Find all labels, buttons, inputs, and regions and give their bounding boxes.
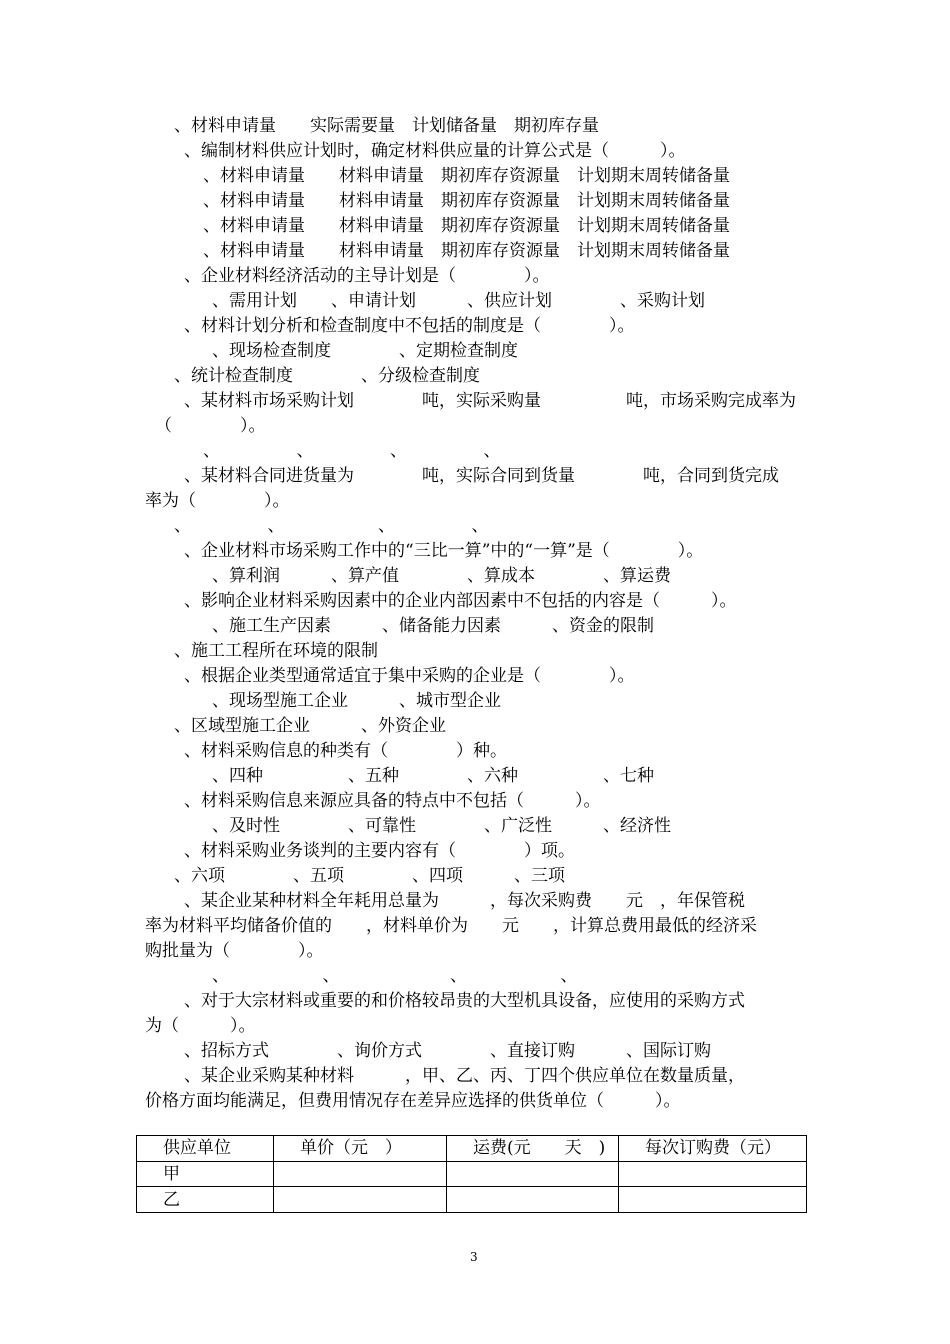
option: 、 、 、 、 (174, 516, 489, 536)
table-row (137, 1187, 807, 1213)
option: 、需用计划 、申请计划 、供应计划 、采购计划 (212, 291, 705, 311)
option: 、及时性 、可靠性 、广泛性 、经济性 (212, 816, 671, 836)
option: 、材料申请量 材料申请量 期初库存资源量 计划期末周转储备量 (203, 216, 730, 236)
question: 、某材料市场采购计划 吨，实际采购量 吨，市场采购完成率为 (184, 391, 796, 411)
question: 、影响企业材料采购因素中的企业内部因素中不包括的内容是（ ）。 (184, 591, 737, 611)
question: 、对于大宗材料或重要的和价格较昂贵的大型机具设备，应使用的采购方式 (184, 991, 745, 1011)
page-number: 3 (470, 1250, 478, 1264)
option: 、施工工程所在环境的限制 (174, 641, 378, 661)
option: 、四种 、五种 、六种 、七种 (212, 766, 654, 786)
table-cell (274, 1161, 447, 1187)
table-cell (619, 1187, 807, 1213)
table-cell (447, 1187, 619, 1213)
option: 、统计检查制度 、分级检查制度 (174, 366, 480, 386)
option: 、材料申请量 材料申请量 期初库存资源量 计划期末周转储备量 (203, 166, 730, 186)
text-line: 、材料申请量 实际需要量 计划储备量 期初库存量 (174, 116, 599, 136)
question: 价格方面均能满足，但费用情况存在差异应选择的供货单位（ ）。 (145, 1091, 681, 1111)
table-cell: 乙 (137, 1187, 274, 1213)
question: 购批量为（ ）。 (145, 941, 324, 961)
column-header: 运费(元 天 ) (447, 1136, 619, 1162)
question: 、根据企业类型通常适宜于集中采购的企业是（ ）。 (184, 666, 635, 686)
question: 、材料采购信息的种类有（ ）种。 (184, 741, 507, 761)
question: 率为（ ）。 (145, 491, 290, 511)
question: （ ）。 (155, 416, 266, 436)
question: 、某企业某种材料全年耗用总量为 ，每次采购费 元 ，年保管税 (184, 891, 745, 911)
question: 、企业材料市场采购工作中的“三比一算”中的“一算”是（ ）。 (184, 541, 704, 561)
column-header: 每次订购费（元） (619, 1136, 807, 1162)
table-row (137, 1161, 807, 1187)
question: 、材料计划分析和检查制度中不包括的制度是（ ）。 (184, 316, 635, 336)
question: 、某材料合同进货量为 吨，实际合同到货量 吨，合同到货完成 (184, 466, 779, 486)
question: 率为材料平均储备价值的 ，材料单价为 元 ，计算总费用最低的经济采 (145, 916, 757, 936)
column-header: 供应单位 (137, 1136, 274, 1162)
option: 、招标方式 、询价方式 、直接订购 、国际订购 (184, 1041, 711, 1061)
question: 、材料采购信息来源应具备的特点中不包括（ ）。 (184, 791, 601, 811)
option: 、六项 、五项 、四项 、三项 (174, 866, 565, 886)
table-cell: 甲 (137, 1161, 274, 1187)
question: 、企业材料经济活动的主导计划是（ ）。 (184, 266, 550, 286)
option: 、施工生产因素 、储备能力因素 、资金的限制 (212, 616, 654, 636)
option: 、现场型施工企业 、城市型企业 (212, 691, 501, 711)
option: 、算利润 、算产值 、算成本 、算运费 (212, 566, 671, 586)
option: 、 、 、 、 (203, 441, 501, 461)
question: 、材料采购业务谈判的主要内容有（ ）项。 (184, 841, 575, 861)
question: 、某企业采购某种材料 ，甲、乙、丙、丁四个供应单位在数量质量， (184, 1066, 745, 1086)
question: 为（ ）。 (145, 1016, 256, 1036)
option: 、现场检查制度 、定期检查制度 (212, 341, 518, 361)
supplier-table (136, 1135, 807, 1213)
table-cell (619, 1161, 807, 1187)
option: 、区域型施工企业 、外资企业 (174, 716, 446, 736)
table-header-row (137, 1136, 807, 1162)
option: 、 、 、 、 (212, 966, 578, 986)
table-cell (274, 1187, 447, 1213)
option: 、材料申请量 材料申请量 期初库存资源量 计划期末周转储备量 (203, 191, 730, 211)
option: 、材料申请量 材料申请量 期初库存资源量 计划期末周转储备量 (203, 241, 730, 261)
question: 、编制材料供应计划时，确定材料供应量的计算公式是（ ）。 (184, 141, 686, 161)
table-cell (447, 1161, 619, 1187)
column-header: 单价（元 ） (274, 1136, 447, 1162)
